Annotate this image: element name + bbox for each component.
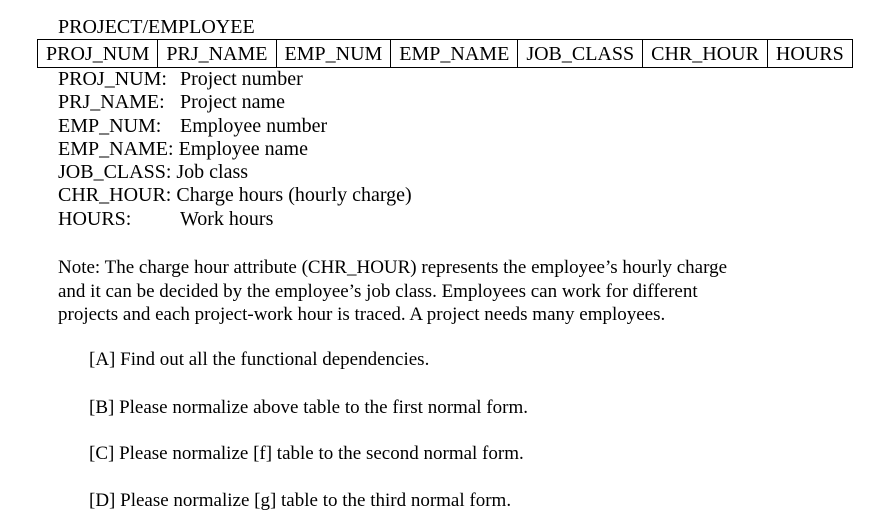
column-header: PROJ_NUM xyxy=(38,40,158,68)
definition-term: PROJ_NUM: xyxy=(58,68,167,90)
attribute-definitions xyxy=(58,68,412,231)
column-header: JOB_CLASS xyxy=(518,40,643,68)
definition-desc: Project name xyxy=(180,91,285,114)
definition-term: CHR_HOUR: xyxy=(58,184,172,207)
column-header: EMP_NUM xyxy=(276,40,391,68)
question-b: [B] Please normalize above table to the first normal form. xyxy=(89,397,528,418)
definition-term: PRJ_NAME: xyxy=(58,91,165,114)
column-header: EMP_NAME xyxy=(391,40,518,68)
column-header: CHR_HOUR xyxy=(643,40,768,68)
definition-desc: Job class xyxy=(176,161,249,184)
definition-desc: Employee number xyxy=(180,114,328,137)
definition-row xyxy=(58,208,412,231)
column-header: PRJ_NAME xyxy=(158,40,276,68)
table-title: PROJECT/EMPLOYEE xyxy=(58,16,255,38)
definition-row xyxy=(58,184,412,207)
definition-row xyxy=(58,68,412,91)
definition-row xyxy=(58,91,412,114)
definition-row xyxy=(58,115,412,138)
definition-row xyxy=(58,138,412,161)
definition-row xyxy=(58,161,412,184)
definition-desc: Project number xyxy=(180,68,303,90)
definition-desc: Work hours xyxy=(180,207,274,230)
schema-table xyxy=(37,39,853,68)
schema-header-row xyxy=(38,40,853,68)
note-line: and it can be decided by the employee’s job class. Employees can work for different xyxy=(58,280,698,302)
note-line: Note: The charge hour attribute (CHR_HOUR) represents the employee’s hourly charge xyxy=(58,257,728,278)
definition-term: JOB_CLASS: xyxy=(58,161,172,184)
question-c: [C] Please normalize [f] table to the second normal form. xyxy=(89,443,524,464)
definition-desc: Employee name xyxy=(178,137,308,160)
question-d: [D] Please normalize [g] table to the third normal form. xyxy=(89,490,512,511)
definition-term: HOURS: xyxy=(58,207,132,230)
note-paragraph xyxy=(58,256,858,327)
note-line: projects and each project-work hour is traced. A project needs many employees. xyxy=(58,304,666,325)
definition-term: EMP_NUM: xyxy=(58,114,162,137)
question-a: [A] Find out all the functional dependencies. xyxy=(89,349,430,370)
definition-desc: Charge hours (hourly charge) xyxy=(176,184,412,207)
definition-term: EMP_NAME: xyxy=(58,137,174,160)
column-header: HOURS xyxy=(767,40,852,68)
